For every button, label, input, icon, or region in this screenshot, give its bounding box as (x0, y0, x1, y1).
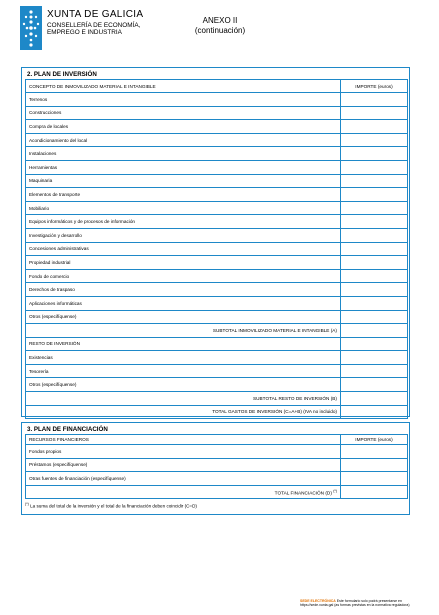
investment-item-row-label: Concesiones administrativas (26, 242, 341, 256)
investment-item-row-label: Derechos de traspaso (26, 283, 341, 297)
investment-item-row-amount-field[interactable] (341, 188, 408, 202)
annex-title: ANEXO II (202, 16, 238, 25)
investment-item-row-label: Compra de locales (26, 120, 341, 134)
investment-item-row-amount-field[interactable] (341, 228, 408, 242)
financing-plan-section (21, 422, 410, 515)
investment-item-row-label: Equipos informáticos y de procesos de información (26, 215, 341, 229)
subtotal-rest-label: SUBTOTAL RESTO DE INVERSIÓN (B) (26, 392, 341, 406)
financing-header-row (26, 435, 408, 445)
investment-plan-section (21, 67, 410, 417)
investment-item-row-label: Otros (especifíquense) (26, 310, 341, 324)
total-financing-text: TOTAL FINANCIACIÓN (D) (274, 490, 332, 496)
investment-item-row-amount-field[interactable] (341, 133, 408, 147)
financing-table (25, 434, 408, 499)
total-financing-row (26, 485, 408, 499)
subtotal-fixed-label: SUBTOTAL INMOVILIZADO MATERIAL E INTANGIBLE (A) (26, 324, 341, 338)
investment-table (25, 79, 408, 419)
financing-item-row (26, 458, 408, 472)
investment-item-row-label: Herramientas (26, 160, 341, 174)
rest-item-row-amount-field[interactable] (341, 351, 408, 365)
investment-item-row-label: Elementos de transporte (26, 188, 341, 202)
total-financing-mark: (*) (333, 488, 337, 493)
annex-heading (180, 16, 260, 35)
investment-item-row (26, 242, 408, 256)
rest-investment-rows (26, 351, 408, 392)
investment-item-row (26, 120, 408, 134)
investment-item-row-label: Instalaciones (26, 147, 341, 161)
investment-item-row-amount-field[interactable] (341, 242, 408, 256)
investment-item-row-label: Investigación y desarrollo (26, 228, 341, 242)
financing-item-row-amount-field[interactable] (341, 445, 408, 459)
investment-item-row-label: Construcciones (26, 106, 341, 120)
investment-item-row-amount-field[interactable] (341, 215, 408, 229)
total-financing-label (26, 485, 341, 499)
table-header-row (26, 80, 408, 93)
financing-item-row-label: Fondos propios (26, 445, 341, 459)
investment-item-row-label: Fondo de comercio (26, 269, 341, 283)
subtotal-rest-row (26, 392, 408, 406)
investment-item-row-amount-field[interactable] (341, 93, 408, 107)
rest-item-row-label: Tesorería (26, 364, 341, 378)
financing-item-row-amount-field[interactable] (341, 458, 408, 472)
footer-brand: SEDE ELECTRÓNICA (300, 599, 336, 603)
financing-amount-column-header: IMPORTE (euros) (341, 435, 408, 445)
investment-item-row-amount-field[interactable] (341, 106, 408, 120)
investment-item-row-label: Mobiliario (26, 201, 341, 215)
note-text: La suma del total de la inversión y el total de la financiación deben coincidir (C=D) (30, 503, 197, 509)
investment-item-row-amount-field[interactable] (341, 201, 408, 215)
investment-item-row-label: Maquinaria (26, 174, 341, 188)
rest-item-row-label: Otros (especifíquense) (26, 378, 341, 392)
fixed-asset-rows (26, 93, 408, 324)
investment-item-row-amount-field[interactable] (341, 283, 408, 297)
total-investment-row (26, 405, 408, 419)
rest-item-row-amount-field[interactable] (341, 378, 408, 392)
rest-item-row (26, 364, 408, 378)
subtotal-rest-amount-field[interactable] (341, 392, 408, 406)
investment-item-row (26, 215, 408, 229)
investment-item-row-label: Aplicaciones informáticas (26, 296, 341, 310)
rest-item-row-amount-field[interactable] (341, 364, 408, 378)
investment-item-row (26, 160, 408, 174)
org-title: XUNTA DE GALICIA (47, 9, 144, 20)
investment-item-row-label: Acondicionamiento del local (26, 133, 341, 147)
investment-plan-title: 2. PLAN DE INVERSIÓN (27, 71, 97, 78)
investment-item-row (26, 269, 408, 283)
financing-plan-title: 3. PLAN DE FINANCIACIÓN (27, 426, 108, 433)
financing-rows (26, 445, 408, 486)
amount-column-header: IMPORTE (euros) (341, 80, 408, 93)
xunta-logo-icon (20, 6, 42, 50)
investment-item-row (26, 147, 408, 161)
rest-item-row (26, 351, 408, 365)
investment-item-row-amount-field[interactable] (341, 174, 408, 188)
total-investment-label: TOTAL GASTOS DE INVERSIÓN (C=A+B) (IVA no incluido) (26, 405, 341, 419)
investment-item-row (26, 228, 408, 242)
rest-item-row (26, 378, 408, 392)
investment-item-row (26, 133, 408, 147)
investment-item-row-label: Propiedad industrial (26, 256, 341, 270)
rest-of-investment-heading: RESTO DE INVERSIÓN (26, 337, 341, 351)
footer-text-1: Este formulario solo podrá presentarse en (336, 599, 402, 603)
investment-item-row-label: Terrenos (26, 93, 341, 107)
rest-item-row-label: Existencias (26, 351, 341, 365)
investment-item-row-amount-field[interactable] (341, 160, 408, 174)
total-financing-amount-field[interactable] (341, 485, 408, 499)
financing-item-row-label: Préstamos (especifíquense) (26, 458, 341, 472)
financing-item-row (26, 445, 408, 459)
financing-item-row (26, 472, 408, 486)
investment-item-row (26, 310, 408, 324)
annex-subtitle: (continuación) (194, 25, 246, 35)
investment-item-row-amount-field[interactable] (341, 310, 408, 324)
investment-item-row-amount-field[interactable] (341, 120, 408, 134)
department-line-2: EMPREGO E INDUSTRIA (47, 29, 122, 37)
footer-notice (300, 599, 410, 607)
rest-header-row (26, 337, 408, 351)
investment-item-row (26, 188, 408, 202)
investment-item-row (26, 283, 408, 297)
concept-column-header: CONCEPTO DE INMOVILIZADO MATERIAL E INTANGIBLE (26, 80, 341, 93)
financing-note (22, 499, 409, 509)
investment-item-row (26, 296, 408, 310)
investment-item-row (26, 106, 408, 120)
investment-item-row (26, 256, 408, 270)
investment-item-row (26, 93, 408, 107)
footer-text-2: https://sede.xunta.gal (as formas previstas en la normativa reguladora) (300, 603, 410, 607)
investment-item-row-amount-field[interactable] (341, 269, 408, 283)
rest-header-amount-cell (341, 337, 408, 351)
investment-item-row-amount-field[interactable] (341, 296, 408, 310)
department-line-1: CONSELLERÍA DE ECONOMÍA, (47, 22, 141, 29)
investment-item-row-amount-field[interactable] (341, 147, 408, 161)
total-investment-amount-field[interactable] (341, 405, 408, 419)
financing-item-row-label: Otras fuentes de financiación (especifíquense) (26, 472, 341, 486)
subtotal-fixed-amount-field[interactable] (341, 324, 408, 338)
investment-item-row (26, 174, 408, 188)
financing-item-row-amount-field[interactable] (341, 472, 408, 486)
resources-column-header: RECURSOS FINANCIEROS (26, 435, 341, 445)
department-name (47, 22, 140, 37)
note-mark: (*) (25, 502, 29, 507)
investment-item-row (26, 201, 408, 215)
investment-item-row-amount-field[interactable] (341, 256, 408, 270)
subtotal-fixed-row (26, 324, 408, 338)
